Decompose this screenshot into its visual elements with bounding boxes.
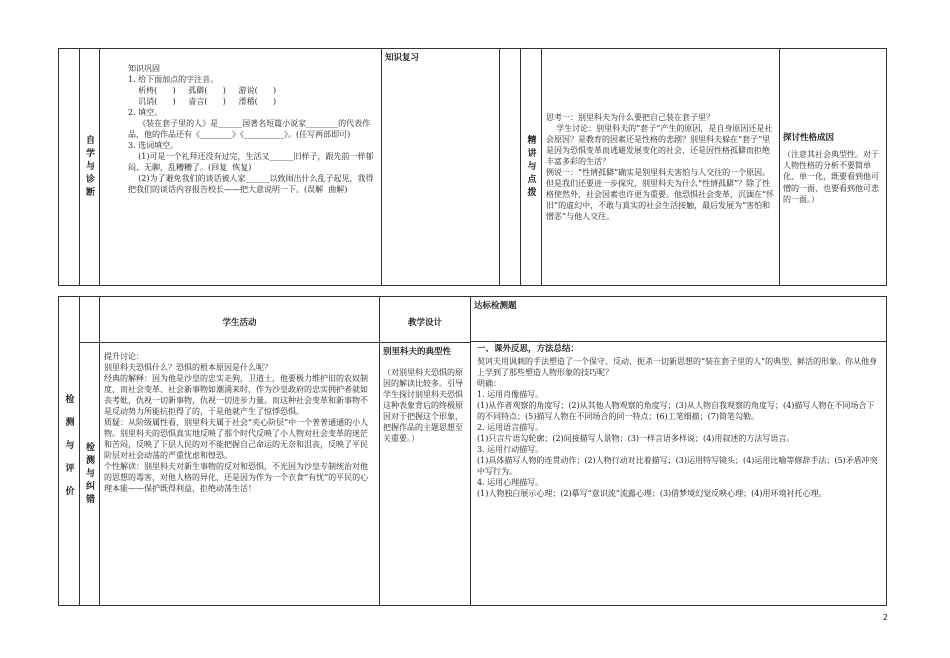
design-text: （对别里科夫恐惧的原因的解读比较多。引导学生探讨别里科夫恐惧这种表象背后的终极原因对于把握这个形象，把握作品的主题思想至关重要。） (383, 368, 463, 444)
top-table (58, 48, 887, 286)
character-cause-header: 探讨性格成因 (783, 133, 835, 144)
design-header-cell (380, 297, 471, 343)
check-correct-label: 检测与纠错 (80, 343, 100, 606)
knowledge-header: 知识复习 (385, 53, 420, 63)
knowledge-header-cell (382, 49, 500, 286)
lecture-label: 精讲与点拨 (521, 49, 542, 286)
page-number: 2 (882, 613, 888, 622)
top-blank-col-2 (500, 49, 521, 286)
knowledge-cell (100, 49, 382, 286)
test-text: 契诃夫用讽刺的手法塑造了一个保守、反动、扼杀一切新思想的“装在套子里的人”的典型、鲜活的形象。你从他身上学到了那些塑造人物形象的技巧呢？ 明确： 1. 运用肖像描写。 (1)从作者观察的角度写；(2)从其他人物观察的角度写；(3)从人物自我观察的角度写；(4)描写人物在不同场合下的不同特点；(5)描写人物在不同场合的同一特点；(6)工笔细描；(7)简笔勾勒。 2. 运用语言描写。 (1)只言片语勾轮廓；(2)间接描写人景物；(3)一样言语多样说；(4)用叙述的方法写语言。 3. 运用行动描写。 (1)具体描写人物的连贯动作；(2)人物行动对比着描写；(3)运用特写镜头；(4)运用比喻等修辞手法；(5)矛盾冲突中写行为。 4. 运用心理描写。 (1)人物独白展示心理；(2)摹写“意识流”流露心理；(3)借梦境幻觉反映心理；(4)用环境衬托心理。 (477, 357, 878, 499)
test-evaluate-label: 检测与评价 (59, 297, 80, 606)
character-cause-text: （注意其社会典型性。对于人物性格的分析不要简单化、单一化，既要看到他可憎的一面，也要看到他可悲的一面。） (783, 150, 879, 204)
student-text: 提升讨论： 别里科夫恐惧什么？恐惧的根本原因是什么呢？ 经典的解释：因为他是沙皇的忠实走狗，卫道士，他要极力维护旧的农奴制度，而社会变革、社会新事物如潮涌来时，作为沙皇政府的忠实拥护者就如丧考妣，仇视一切新事物，仇视一切进步力量。而这种社会变革和新事物不是反动势力所能抗拒得了的，于是他就产生了惊悸恐惧。 质疑：从阶级属性看，别里科夫属于社会“夹心阶层”中一个普普通通的小人物。别里科夫的恐惧真实地反映了那个时代反映了小人物对社会变革的迷茫和苦闷，反映了下层人民的对不能把握自己命运的无奈和沮丧，反映了平民阶层对社会动荡的严重忧虑和惶恐。 个性解读：别里科夫对新生事物的反对和恐惧，不光因为沙皇专制统治对他的思想的毒害，对他人格的异化，还是因为作为一个衣食“有忧”的平民的心理本能——保护既得利益，拒绝动荡生活！ (104, 352, 369, 494)
student-cell (100, 343, 380, 606)
header-blank (80, 297, 100, 343)
self-study-label: 自学与诊断 (80, 49, 100, 286)
discussion-cell (542, 49, 780, 286)
test-title: 一、课外反思，方法总结： (471, 341, 886, 356)
top-blank-col (59, 49, 80, 286)
design-title: 别里科夫的典型性 (383, 347, 452, 357)
student-header-cell (100, 297, 380, 343)
test-cell (471, 297, 887, 606)
character-cause-cell (780, 49, 887, 286)
design-cell (380, 343, 471, 606)
bottom-table (58, 296, 887, 606)
knowledge-text: 知识巩固 1. 给下面加点的字注音。 析梼( ) 孤僻( ) 游说( ) 讥诮( ) 啬言( ) 滑稽( ) 2. 填空。 《装在套子里的人》是______国著名短篇小说家________的代表作品，他的作品还有《________》《__________》。(任写两部即可) 3. 选词填空。 (1)可是一个礼拜还没有过完，生活又______旧样子，跟先前一样郁闷、无聊，乱糟糟了。(回复 恢复) (2)为了避免我们的谈话被人家______以致闹出什么乱子起见，我得把我们的谈话内容报告校长——把大意说明一下。(误解 曲解) (128, 64, 374, 195)
teaching-design-header: 教学设计 (407, 318, 442, 328)
test-header: 达标检测题 (474, 301, 517, 311)
student-activity-header: 学生活动 (222, 318, 257, 328)
discussion-text: 思考一：别里科夫为什么要把自己装在套子里？ 学生讨论：别里科夫的“套子”产生的原因，是自身原因还是社会原因？是教育的因素还是性格的悲剧？别里科夫躲在“套子”里是因为恐惧变革而逃避发展变化的社会，还是因性格孤僻而拒绝丰富多彩的生活？ 例说一：“性情孤僻”确实是别里科夫害怕与人交往的一个原因。但是我们还要进一步探究，别里科夫为什么“性情孤僻”？除了性格使然外，社会因素也许更为重要。他恐惧社会变革，沉湎在“怀旧”的虚幻中，不敢与真实的社会生活接触，最后发展为“害怕和憎恶”与他人交往。 (546, 112, 775, 222)
